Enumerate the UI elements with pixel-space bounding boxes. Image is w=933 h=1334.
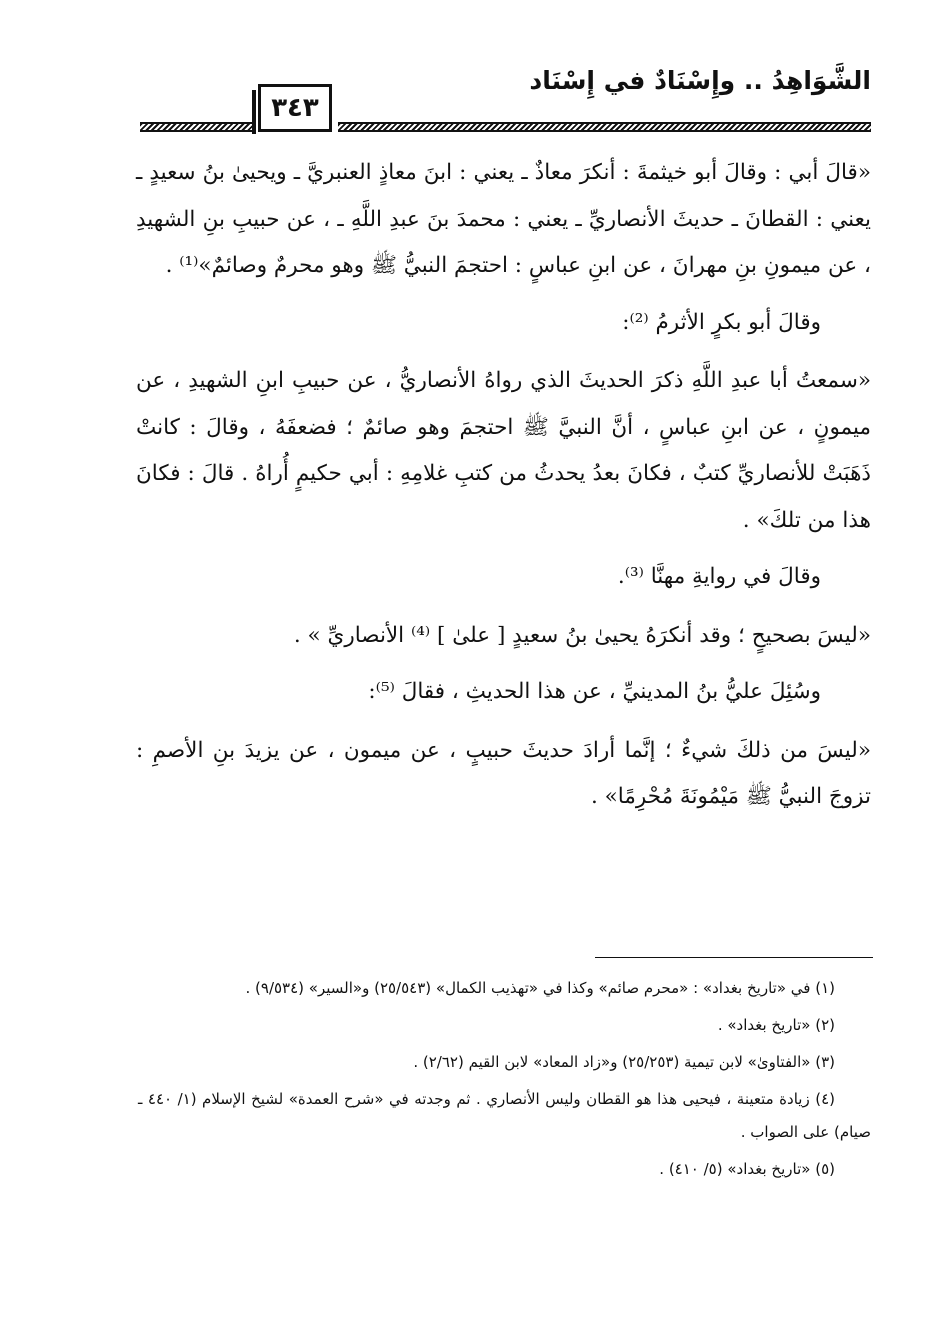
header-rule [338, 122, 871, 132]
footnote-separator [595, 957, 873, 958]
paragraph-quote-4: «ليسَ من ذلكَ شيءٌ ؛ إنَّما أرادَ حديثَ حبيبٍ ، عن ميمون ، عن يزيدَ بنِ الأصمِ : تزوجَ النبيُّ ﷺ مَيْمُونَةَ مُحْرِمًا» . [136, 737, 871, 809]
paragraph-quote-3: «ليسَ بصحيحٍ ؛ وقد أنكرَهُ يحيىٰ بنُ سعيدٍ [ علىٰ ] ⁽⁴⁾ الأنصاريِّ » . [293, 622, 871, 648]
main-text [136, 150, 871, 831]
paragraph-intro-2: وقالَ في روايةِ مهنَّا ⁽³⁾. [617, 564, 821, 589]
running-title: الشَّوَاهِدُ .. وإِسْنَادٌ في إِسْنَاد [529, 66, 871, 95]
header-rule-short [140, 122, 252, 132]
paragraph-quote-2: «سمعتُ أبا عبدِ اللَّهِ ذكرَ الحديثَ الذي رواهُ الأنصاريُّ ، عن حبيبِ ابنِ الشهيدِ ، عن ميمونٍ ، عن ابنِ عباسٍ ، أنَّ النبيَّ ﷺ احتجمَ وهو صائمٌ ؛ فضعفَهُ ، وقالَ : كانتْ ذَهَبَتْ للأنصاريِّ كتبٌ ، فكانَ بعدُ يحدثُ من كتبِ غلامِهِ : أبي حكيمٍ أُراهُ . قالَ : فكانَ هذا من تلكَ» . [136, 368, 871, 533]
footnote-3: (٣) «الفتاوىٰ» لابن تيمية (٢٥/٢٥٣) و«زاد المعاد» لابن القيم (٢/٦٢) . [413, 1053, 835, 1071]
page-number: ٣٤٣ [258, 84, 332, 132]
footnote-2: (٢) «تاريخ بغداد» . [717, 1016, 835, 1034]
footnotes [138, 972, 871, 1190]
footnote-1: (١) في «تاريخ بغداد» : «محرم صائم» وكذا في «تهذيب الكمال» (٢٥/٥٤٣) و«السير» (٩/٥٣٤) . [245, 979, 835, 997]
paragraph-quote-1: «قالَ أبي : وقالَ أبو خيثمةَ : أنكرَ معاذٌ ـ يعني : ابنَ معاذٍ العنبريَّ ـ ويحيىٰ بنُ سعيدٍ ـ يعني : القطانَ ـ حديثَ الأنصاريِّ ـ يعني : محمدَ بنَ عبدِ اللَّهِ ـ ، عن حبيبِ بنِ الشهيدِ ، عن ميمونِ بنِ مهرانَ ، عن ابنِ عباسٍ : احتجمَ النبيُّ ﷺ وهو محرمٌ وصائمٌ»⁽¹⁾ . [136, 160, 871, 278]
paragraph-intro-1: وقالَ أبو بكرٍ الأثرمُ ⁽²⁾: [622, 309, 821, 335]
footnote-4: (٤) زيادة متعينة ، فيحيى هذا هو القطان وليس الأنصاري . ثم وجدته في «شرح العمدة» لشيخ الإسلام (١/ ٤٤٠ ـ صيام) على الصواب . [138, 1090, 871, 1141]
paragraph-intro-3: وسُئِلَ عليُّ بنُ المدينيِّ ، عن هذا الحديثِ ، فقالَ ⁽⁵⁾: [368, 679, 821, 704]
footnote-5: (٥) «تاريخ بغداد» (٥/ ٤١٠) . [659, 1160, 835, 1178]
